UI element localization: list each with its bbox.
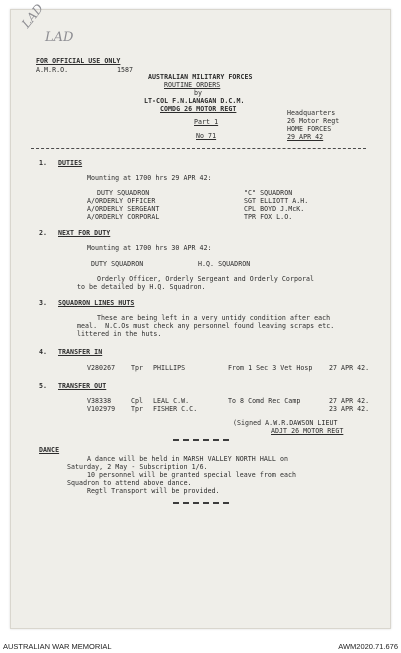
adjutant-line: ADJT 26 MOTOR REGT: [271, 427, 344, 435]
transfer-number: V102979: [87, 405, 116, 413]
section-2-mounting: Mounting at 1700 hrs 30 APR 42:: [87, 244, 212, 252]
dance-text: 10 personnel will be granted special leave from each: [87, 471, 297, 479]
transfer-from: From 1 Sec 3 Vet Hosp: [228, 364, 313, 372]
transfer-number: V280267: [87, 364, 116, 372]
hq-date: 29 APR 42: [287, 133, 324, 141]
transfer-to: To 8 Comd Rec Camp: [228, 397, 301, 405]
duty-row-label: A/ORDERLY SERGEANT: [87, 205, 160, 213]
section-4-number: 4.: [39, 348, 48, 356]
org-title: AUSTRALIAN MILITARY FORCES: [148, 73, 253, 81]
ref-left: A.M.R.O.: [36, 66, 69, 74]
transfer-number: V38338: [87, 397, 112, 405]
separator-dashes: [173, 439, 229, 441]
dance-text: Regtl Transport will be provided.: [87, 487, 220, 495]
duty-row-label: DUTY SQUADRON: [91, 260, 144, 268]
duty-row-label: A/ORDERLY CORPORAL: [87, 213, 160, 221]
section-1-mounting: Mounting at 1700 hrs 29 APR 42:: [87, 174, 212, 182]
transfer-rank: Tpr: [131, 364, 144, 372]
commander-unit: COMDG 26 MOTOR REGT: [160, 105, 237, 113]
transfer-name: FISHER C.C.: [153, 405, 198, 413]
section-2-number: 2.: [39, 229, 48, 237]
transfer-name: PHILLIPS: [153, 364, 186, 372]
archive-name: AUSTRALIAN WAR MEMORIAL: [3, 642, 112, 651]
archive-reference: AWM2020.71.676: [338, 642, 398, 651]
orders-title: ROUTINE ORDERS: [164, 81, 221, 89]
by-line: by: [194, 89, 203, 97]
duty-row-value: "C" SQUADRON: [244, 189, 293, 197]
section-5-title: TRANSFER OUT: [58, 382, 107, 390]
separator-dashes: [173, 502, 229, 504]
archive-footer: [0, 637, 401, 653]
hq-line-3: HOME FORCES: [287, 125, 332, 133]
dance-text: Squadron to attend above dance.: [67, 479, 192, 487]
dance-text: A dance will be held in MARSH VALLEY NORTH HALL on: [87, 455, 288, 463]
duty-row-value: CPL BOYD J.McK.: [244, 205, 305, 213]
section-3-text: meal. N.C.Os must check any personnel found leaving scraps etc.: [77, 322, 335, 330]
transfer-rank: Tpr: [131, 405, 144, 413]
transfer-rank: Cpl: [131, 397, 144, 405]
section-1-number: 1.: [39, 159, 48, 167]
commander-name: LT-COL F.N.LANAGAN D.C.M.: [144, 97, 245, 105]
handwritten-initials: LAD: [45, 30, 74, 45]
dance-title: DANCE: [39, 446, 60, 454]
transfer-date: 27 APR 42.: [329, 364, 370, 372]
duty-row-label: A/ORDERLY OFFICER: [87, 197, 156, 205]
duty-row-value: H.Q. SQUADRON: [198, 260, 251, 268]
restriction-notice: FOR OFFICIAL USE ONLY: [36, 57, 121, 65]
transfer-date: 23 APR 42.: [329, 405, 370, 413]
transfer-date: 27 APR 42.: [329, 397, 370, 405]
section-3-text: littered in the huts.: [77, 330, 162, 338]
section-2-text: to be detailed by H.Q. Squadron.: [77, 283, 206, 291]
section-2-title: NEXT FOR DUTY: [58, 229, 111, 237]
duty-row-value: SGT ELLIOTT A.H.: [244, 197, 309, 205]
section-1-title: DUTIES: [58, 159, 83, 167]
hq-line-1: Headquarters: [287, 109, 336, 117]
section-3-title: SQUADRON LINES HUTS: [58, 299, 135, 307]
part-number: Part 1: [194, 118, 219, 126]
duty-row-value: TPR FOX L.O.: [244, 213, 293, 221]
duty-row-label: DUTY SQUADRON: [97, 189, 150, 197]
handwritten-mark: LAD: [19, 1, 47, 31]
ref-number: 1587: [117, 66, 134, 74]
section-3-text: These are being left in a very untidy condition after each: [97, 314, 331, 322]
section-5-number: 5.: [39, 382, 48, 390]
order-number: No 71: [196, 132, 217, 140]
section-4-title: TRANSFER IN: [58, 348, 103, 356]
section-2-text: Orderly Officer, Orderly Sergeant and Orderly Corporal: [97, 275, 315, 283]
document-page: [10, 1, 391, 629]
hq-line-2: 26 Motor Regt: [287, 117, 340, 125]
transfer-name: LEAL C.W.: [153, 397, 190, 405]
dance-text: Saturday, 2 May - Subscription 1/6.: [67, 463, 208, 471]
signature-line: (Signed A.W.R.DAWSON LIEUT: [233, 419, 338, 427]
header-rule: [31, 148, 366, 149]
section-3-number: 3.: [39, 299, 48, 307]
